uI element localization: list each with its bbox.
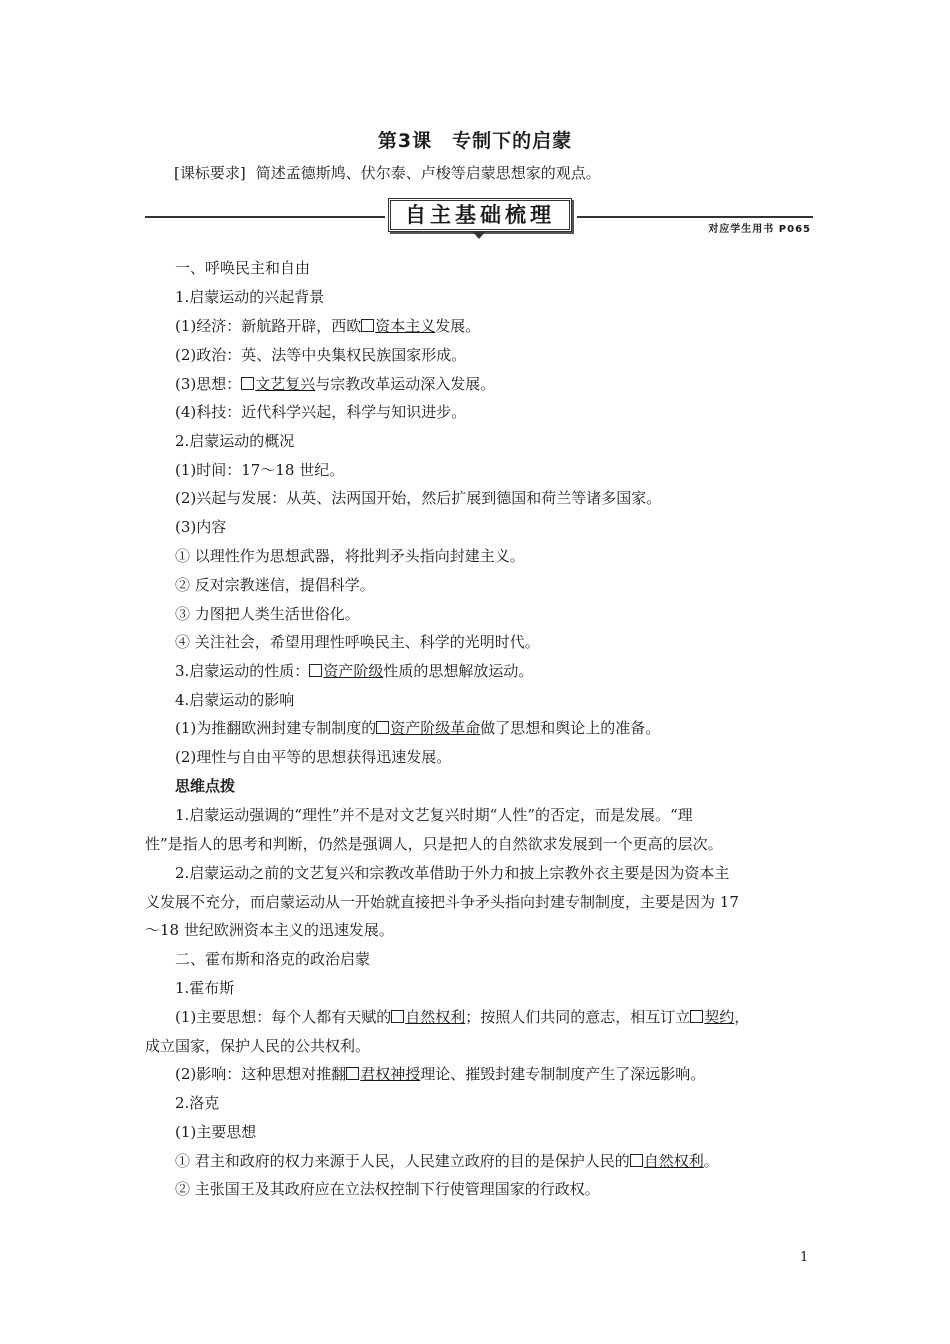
text: 3.启蒙运动的性质： <box>175 662 310 680</box>
text: (1)经济：新航路开辟，西欧 <box>175 317 362 335</box>
banner-page-ref: 对应学生用书 P065 <box>708 224 811 235</box>
subheading: 4.启蒙运动的影响 <box>175 691 295 709</box>
list-item: ③ 力图把人类生活世俗化。 <box>175 605 360 623</box>
paragraph: 性”是指人的思考和判断，仍然是强调人，只是把人的自然欲求发展到一个更高的层次。 <box>145 835 723 853</box>
answer: 资本主义 <box>375 317 436 335</box>
list-item: ① 以理性作为思想武器，将批判矛头指向封建主义。 <box>175 547 525 565</box>
curriculum-requirement <box>174 162 601 183</box>
paragraph: 义发展不充分，而启蒙运动从一开始就直接把斗争矛头指向封建专制制度，主要是因为 17 <box>145 893 739 911</box>
requirement-tag: [课标要求] <box>174 164 246 182</box>
paragraph <box>175 374 495 394</box>
lesson-title: 第3课 专制下的启蒙 <box>377 130 573 152</box>
text: 发展。 <box>435 317 481 335</box>
paragraph <box>175 316 480 336</box>
answer: 资产阶级 <box>323 662 384 680</box>
subheading: 1.启蒙运动的兴起背景 <box>175 288 325 306</box>
paragraph <box>175 1064 705 1084</box>
section-heading: 一、呼唤民主和自由 <box>175 259 311 277</box>
list-item <box>175 1151 719 1171</box>
paragraph: (1)时间：17～18 世纪。 <box>175 461 345 479</box>
subheading: 2.启蒙运动的概况 <box>175 432 295 450</box>
section-heading: 二、霍布斯和洛克的政治启蒙 <box>175 950 371 968</box>
checkbox-icon <box>391 1010 404 1023</box>
answer: 资产阶级革命 <box>390 719 481 737</box>
banner-rule-left <box>145 216 385 218</box>
tips-heading: 思维点拨 <box>175 777 236 795</box>
text: 性质的思想解放运动。 <box>383 662 534 680</box>
answer: 君权神授 <box>360 1065 421 1083</box>
paragraph <box>175 1007 749 1027</box>
list-item: ② 反对宗教迷信，提倡科学。 <box>175 576 375 594</box>
checkbox-icon <box>309 664 322 677</box>
checkbox-icon <box>346 1067 359 1080</box>
subheading: 2.洛克 <box>175 1094 220 1112</box>
answer: 自然权利 <box>643 1152 704 1170</box>
banner-label: 自主基础梳理 <box>388 198 572 232</box>
list-item: ④ 关注社会，希望用理性呼唤民主、科学的光明时代。 <box>175 633 540 651</box>
paragraph: (1)主要思想 <box>175 1123 257 1141</box>
paragraph: ～18 世纪欧洲资本主义的迅速发展。 <box>145 921 394 939</box>
text: 。 <box>703 1152 719 1170</box>
answer: 文艺复兴 <box>255 375 316 393</box>
text: 理论、摧毁封建专制制度产生了深远影响。 <box>420 1065 706 1083</box>
text: ① 君主和政府的权力来源于人民，人民建立政府的目的是保护人民的 <box>175 1152 630 1170</box>
text: 做了思想和舆论上的准备。 <box>480 719 661 737</box>
paragraph: (2)政治：英、法等中央集权民族国家形成。 <box>175 346 467 364</box>
paragraph <box>175 718 660 738</box>
paragraph: 成立国家，保护人民的公共权利。 <box>145 1037 371 1055</box>
answer: 自然权利 <box>405 1008 466 1026</box>
requirement-text: 简述孟德斯鸠、伏尔泰、卢梭等启蒙思想家的观点。 <box>255 164 601 182</box>
paragraph: (2)兴起与发展：从英、法两国开始，然后扩展到德国和荷兰等诸多国家。 <box>175 489 662 507</box>
checkbox-icon <box>241 377 254 390</box>
text: (3)思想： <box>175 375 242 393</box>
answer: 契约 <box>704 1008 735 1026</box>
paragraph: (3)内容 <box>175 518 227 536</box>
subheading: 1.霍布斯 <box>175 979 235 997</box>
list-item: ② 主张国王及其政府应在立法权控制下行使管理国家的行政权。 <box>175 1180 600 1198</box>
banner-pointer-icon <box>473 232 485 239</box>
banner-rule-right <box>577 216 813 218</box>
text: 与宗教改革运动深入发展。 <box>315 375 496 393</box>
paragraph: 2.启蒙运动之前的文艺复兴和宗教改革借助于外力和披上宗教外衣主要是因为资本主 <box>175 864 730 882</box>
checkbox-icon <box>361 319 374 332</box>
text: ；按照人们共同的意志，相互订立 <box>465 1008 691 1026</box>
checkbox-icon <box>376 721 389 734</box>
paragraph: 1.启蒙运动强调的“理性”并不是对文艺复兴时期“人性”的否定，而是发展。“理 <box>175 806 693 824</box>
paragraph: (2)理性与自由平等的思想获得迅速发展。 <box>175 748 452 766</box>
section-banner <box>145 198 813 240</box>
text: ， <box>734 1008 750 1026</box>
text: (1)主要思想：每个人都有天赋的 <box>175 1008 392 1026</box>
text: (2)影响：这种思想对推翻 <box>175 1065 347 1083</box>
paragraph <box>175 661 533 681</box>
paragraph: (4)科技：近代科学兴起，科学与知识进步。 <box>175 403 467 421</box>
checkbox-icon <box>630 1154 643 1167</box>
checkbox-icon <box>690 1010 703 1023</box>
page-number: 1 <box>800 1250 809 1265</box>
text: (1)为推翻欧洲封建专制制度的 <box>175 719 377 737</box>
